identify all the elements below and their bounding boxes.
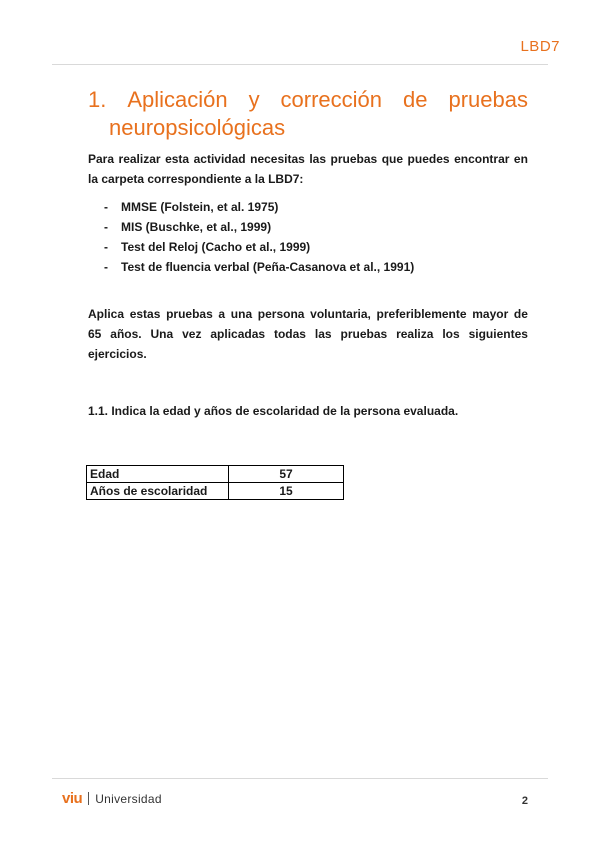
list-item-text: MMSE (Folstein, et al. 1975) [121,200,279,214]
bullet-dash: - [104,220,108,234]
table-cell-value: 57 [229,466,344,483]
logo-separator [88,792,89,805]
instructions-word: 65 [88,327,102,341]
heading-number: 1. [88,87,107,112]
instructions-line-3: ejercicios. [88,347,147,361]
table-row [87,483,344,500]
instructions-word: a [218,307,226,321]
instructions-paragraph [88,304,528,364]
header-divider [52,64,548,65]
instructions-word: pruebas [166,307,213,321]
list-item [104,237,414,257]
intro-word: esta [165,152,190,166]
instructions-word: preferiblemente [376,307,467,321]
document-code: LBD7 [520,38,560,55]
intro-paragraph [88,149,528,189]
instructions-line-2 [88,324,528,344]
intro-word: realizar [118,152,161,166]
instructions-line-1 [88,304,528,324]
instructions-word: persona [257,307,305,321]
question-1-1: 1.1. Indica la edad y años de escolaridad de la persona evaluada. [88,404,459,418]
list-item-text: Test del Reloj (Cacho et al., 1999) [121,240,311,254]
instructions-word: voluntaria, [310,307,371,321]
bullet-dash: - [104,240,108,254]
footer-divider [52,778,548,779]
intro-word: encontrar [454,152,510,166]
heading-word: Aplicación [127,87,228,112]
intro-word: Para [88,152,115,166]
instructions-word: aplicadas [210,327,266,341]
instructions-word: las [314,327,332,341]
heading-word: y [248,87,260,112]
bullet-dash: - [104,260,108,274]
instructions-word: los [442,327,460,341]
intro-word: las [309,152,327,166]
intro-word: puedes [407,152,450,166]
instructions-word: Aplica [88,307,125,321]
instructions-word: de [513,307,528,321]
list-item [104,217,414,237]
table-cell-label: Edad [87,466,229,483]
section-heading-line-2: neuropsicológicas [109,115,286,140]
section-heading-line-1 [88,86,528,114]
list-item [104,257,414,277]
logo-brand: viu [62,790,83,807]
table-row [87,466,344,483]
instructions-word: años. [110,327,142,341]
instructions-word: vez [182,327,202,341]
table-cell-label: Años de escolaridad [87,483,229,500]
test-list [104,197,414,277]
instructions-word: pruebas [340,327,388,341]
intro-word: actividad [193,152,246,166]
logo-university: Universidad [95,791,162,806]
page-number: 2 [521,795,528,807]
instructions-word: siguientes [468,327,528,341]
bullet-dash: - [104,200,108,214]
instructions-word: todas [273,327,306,341]
section-heading [88,86,528,142]
intro-word: necesitas [250,152,305,166]
intro-word: pruebas [330,152,378,166]
heading-word: corrección [280,87,383,112]
instructions-word: realiza [396,327,434,341]
instructions-word: Una [150,327,174,341]
table-cell-value: 15 [229,483,344,500]
instructions-word: una [230,307,253,321]
instructions-word: mayor [472,307,509,321]
list-item [104,197,414,217]
intro-line-1 [88,149,528,169]
intro-line-2: la carpeta correspondiente a la LBD7: [88,172,304,186]
heading-word: pruebas [448,87,528,112]
intro-word: en [513,152,528,166]
subject-data-table [86,465,344,500]
heading-word: de [403,87,428,112]
list-item-text: MIS (Buschke, et al., 1999) [121,220,272,234]
university-logo [62,790,162,807]
list-item-text: Test de fluencia verbal (Peña-Casanova et al., 1991) [121,260,415,274]
instructions-word: estas [129,307,161,321]
intro-word: que [381,152,404,166]
